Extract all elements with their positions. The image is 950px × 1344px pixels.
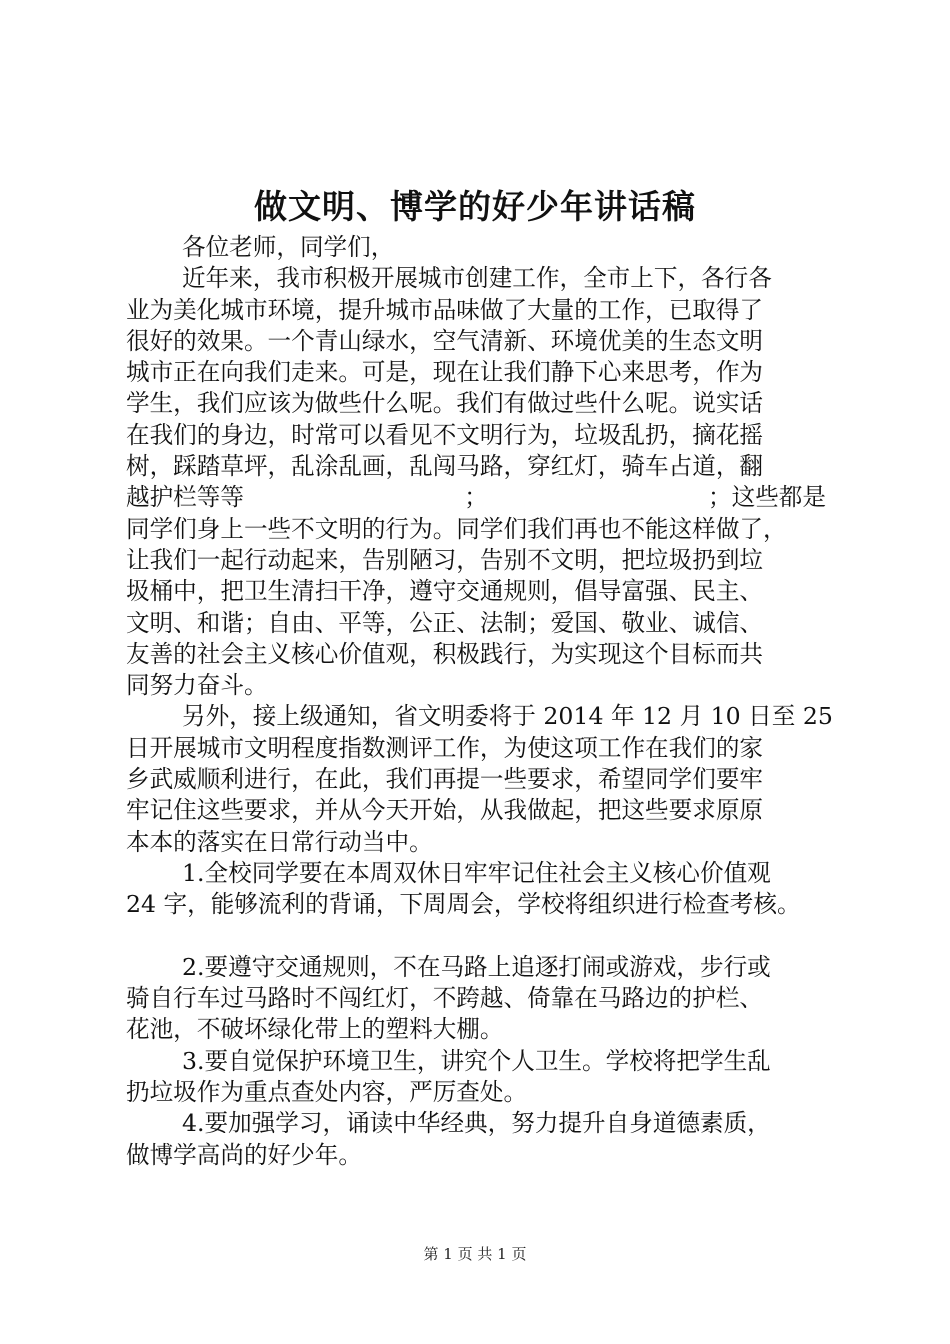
text-line: 牢记住这些要求，并从今天开始，从我做起，把这些要求原原 (126, 796, 764, 825)
speech-body (126, 232, 846, 1171)
blank-line (126, 921, 846, 952)
text-line: 扔垃圾作为重点查处内容，严厉查处。 (126, 1078, 528, 1107)
text-line: 城市正在向我们走来。可是，现在让我们静下心来思考，作为 (126, 358, 764, 387)
text-line: 学生，我们应该为做些什么呢。我们有做过些什么呢。说实话 (126, 389, 764, 418)
text-line: 业为美化城市环境，提升城市品味做了大量的工作，已取得了 (126, 295, 764, 324)
text-line: 4.要加强学习，诵读中华经典，努力提升自身道德素质， (182, 1109, 771, 1138)
text-line: 各位老师，同学们， (182, 233, 395, 261)
text-segment: 越护栏等等 (126, 483, 244, 512)
text-line: 骑自行车过马路时不闯红灯，不跨越、倚靠在马路边的护栏、 (126, 984, 764, 1013)
text-line: 同努力奋斗。 (126, 671, 268, 700)
text-line: 花池，不破坏绿化带上的塑料大棚。 (126, 1015, 504, 1044)
text-line: 日开展城市文明程度指数测评工作，为使这项工作在我们的家 (126, 733, 764, 762)
text-line: 做博学高尚的好少年。 (126, 1140, 362, 1169)
text-line: 友善的社会主义核心价值观，积极践行，为实现这个目标而共 (126, 639, 764, 668)
text-line: 圾桶中，把卫生清扫干净，遵守交通规则，倡导富强、民主、 (126, 577, 764, 606)
text-line: 24 字，能够流利的背诵，下周周会，学校将组织进行检查考核。 (126, 890, 801, 919)
text-line: 本本的落实在日常行动当中。 (126, 827, 433, 856)
page-footer: 第 1 页 共 1 页 (423, 1245, 527, 1263)
text-line: 另外，接上级通知，省文明委将于 2014 年 12 月 10 日至 25 (182, 702, 833, 731)
text-line: 3.要自觉保护环境卫生，讲究个人卫生。学校将把学生乱 (182, 1046, 771, 1075)
text-line: 2.要遵守交通规则，不在马路上追逐打闹或游戏，步行或 (182, 952, 771, 981)
page-title: 做文明、博学的好少年讲话稿 (254, 187, 696, 226)
text-line-spaced (126, 482, 826, 513)
text-line: 1.全校同学要在本周双休日牢牢记住社会主义核心价值观 (182, 858, 771, 887)
text-line: 在我们的身边，时常可以看见不文明行为，垃圾乱扔，摘花摇 (126, 420, 764, 449)
text-segment: ；这些都是 (708, 483, 826, 512)
text-line: 很好的效果。一个青山绿水，空气清新、环境优美的生态文明 (126, 326, 764, 355)
text-line: 乡武威顺利进行，在此，我们再提一些要求，希望同学们要牢 (126, 765, 764, 794)
text-segment: ； (464, 483, 488, 512)
text-line: 文明、和谐；自由、平等，公正、法制；爱国、敬业、诚信、 (126, 608, 764, 637)
text-line: 让我们一起行动起来，告别陋习，告别不文明，把垃圾扔到垃 (126, 545, 764, 574)
text-line: 近年来，我市积极开展城市创建工作，全市上下，各行各 (182, 264, 772, 293)
text-line: 同学们身上一些不文明的行为。同学们我们再也不能这样做了， (126, 514, 787, 543)
text-line: 树，踩踏草坪，乱涂乱画，乱闯马路，穿红灯，骑车占道，翻 (126, 452, 764, 481)
